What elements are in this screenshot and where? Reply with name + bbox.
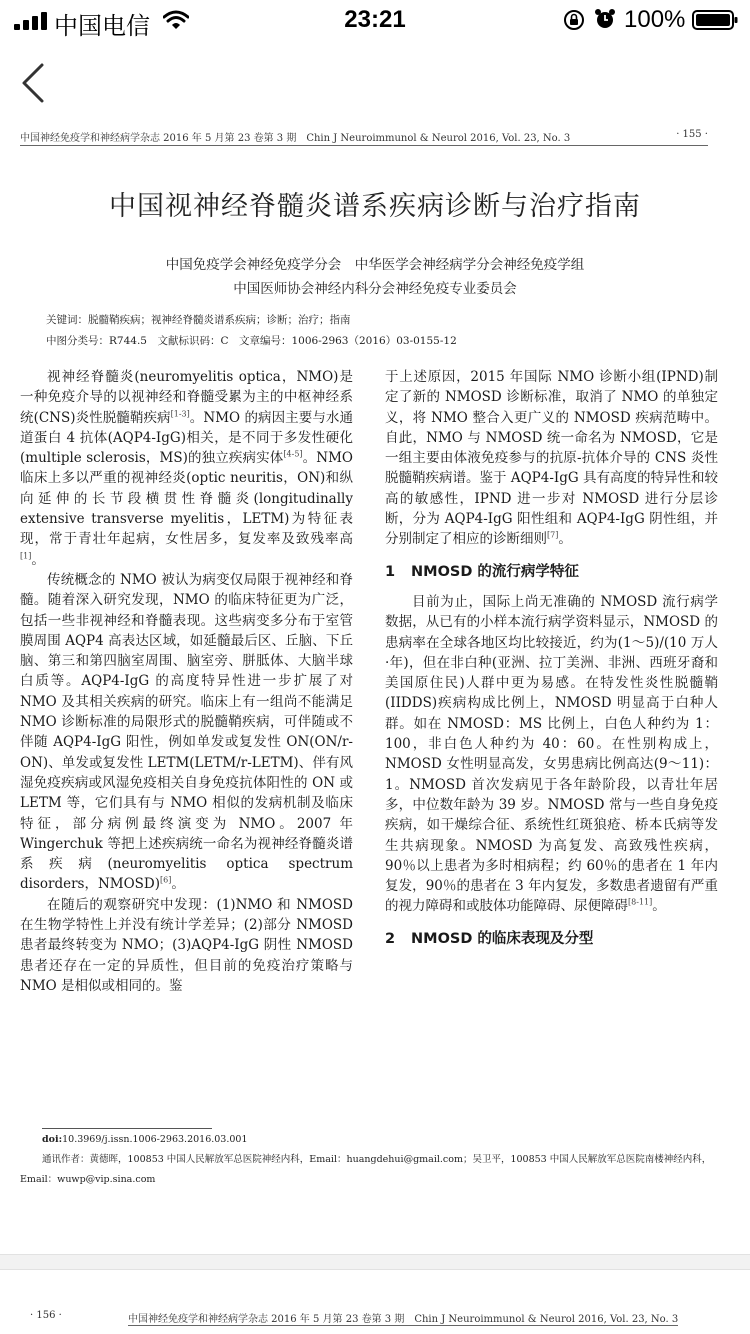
- paragraph: 于上述原因，2015 年国际 NMO 诊断小组(IPND)制定了新的 NMOSD 诊断标准，取消了 NMO 的单独定义，将 NMO 整合入更广义的 NMOSD 疾病范畴中。自此，NMO 与 NMOSD 统一命名为 NMOSD，它是一组主要由体液免疫参与的抗原-抗体介导的 CNS 炎性脱髓鞘疾病谱。鉴于 AQP4-IgG 具有高度的特异性和较高的敏感性，IPND 进一步对 NMOSD 进行分层诊断，分为 AQP4-IgG 阳性组和 AQP4-IgG 阴性组，并分别制定了相应的诊断细则[7]。: [385, 369, 718, 548]
- footnote-divider: [42, 1128, 212, 1129]
- keywords: 关键词：脱髓鞘疾病；视神经脊髓炎谱系疾病；诊断；治疗；指南: [46, 314, 351, 326]
- paragraph: 传统概念的 NMO 被认为病变仅局限于视神经和脊髓。随着深入研究发现，NMO 的临床特征更为广泛，包括一些非视神经和脊髓表现。这些病变多分布于室管膜周围 AQP4 高表达区域，如延髓最后区、丘脑、下丘脑、第三和第四脑室周围、脑室旁、胼胝体、大脑半球白质等。AQP4-IgG 的高度特异性进一步扩展了对 NMO 及其相关疾病的研究。临床上有一组尚不能满足 NMO 诊断标准的局限形式的脱髓鞘疾病，可伴随或不伴随 AQP4-IgG 阳性，例如单发或复发性 ON(ON/r-ON)、单发或复发性 LETM(LETM/r-LETM)、伴有风湿免疫疾病或风湿免疫相关自身免疫抗体阳性的 ON 或 LETM 等，它们具有与 NMO 相似的发病机制及临床特征，部分病例最终演变为 NMO。2007 年 Wingerchuk 等把上述疾病统一命名为视神经脊髓炎谱系疾病(neuromyelitis optica spectrum disorders，NMOSD)[6]。: [20, 571, 353, 893]
- running-head-journal: 中国神经免疫学和神经病学杂志 2016 年 5 月第 23 卷第 3 期 Chin J Neuroimmunol & Neurol 2016, Vol. 23, No. 3: [20, 133, 571, 144]
- battery-icon: [692, 10, 738, 30]
- left-column: [20, 367, 353, 996]
- doi: doi:10.3969/j.issn.1006-2963.2016.03.001: [42, 1134, 248, 1145]
- status-bar: [0, 0, 750, 40]
- clock: 23:21: [344, 6, 406, 33]
- paragraph: 视神经脊髓炎(neuromyelitis optica，NMO)是一种免疫介导的以视神经和脊髓受累为主的中枢神经系统(CNS)炎性脱髓鞘疾病[1-3]。NMO 的病因主要与水通道蛋白 4 抗体(AQP4-IgG)相关，是不同于多发性硬化(multiple sclerosis，MS)的独立疾病实体[4-5]。NMO 临床上多以严重的视神经炎(optic neuritis，ON)和纵向延伸的长节段横贯性脊髓炎(longitudinally extensive transverse myelitis，LETM)为特征表现，常于青壮年起病，女性居多，复发率及致残率高[1]。: [20, 369, 353, 568]
- rotation-lock-icon: [563, 9, 585, 31]
- carrier-name: 中国电信: [54, 13, 150, 40]
- page-number: · 156 ·: [30, 1310, 62, 1321]
- section-heading-2: 2 NMOSD 的临床表现及分型: [385, 930, 594, 947]
- page-number: · 155 ·: [676, 129, 708, 140]
- classification-info: 中图分类号：R744.5 文献标识码：C 文章编号：1006-2963（2016）03-0155-12: [46, 335, 457, 347]
- battery-percent: 100%: [624, 6, 686, 33]
- authors-line-1: 中国免疫学会神经免疫学分会 中华医学会神经病学分会神经免疫学组: [165, 257, 585, 273]
- running-head: [20, 129, 708, 146]
- paper-title: 中国视神经脊髓炎谱系疾病诊断与治疗指南: [109, 191, 641, 222]
- chevron-left-icon: [24, 65, 42, 101]
- section-heading-1: 1 NMOSD 的流行病学特征: [385, 563, 579, 580]
- back-button[interactable]: [18, 62, 52, 104]
- authors-line-2: 中国医师协会神经内科分会神经免疫专业委员会: [233, 281, 517, 297]
- running-head-page-2: [30, 1310, 720, 1326]
- running-head-journal: 中国神经免疫学和神经病学杂志 2016 年 5 月第 23 卷第 3 期 Chin J Neuroimmunol & Neurol 2016, Vol. 23, No. 3: [128, 1310, 678, 1326]
- paragraph: 在随后的观察研究中发现：(1)NMO 和 NMOSD 在生物学特性上并没有统计学差异；(2)部分 NMOSD 患者最终转变为 NMO；(3)AQP4-IgG 阴性 NMOSD 患者还存在一定的异质性，但目前的免疫治疗策略与 NMO 是相似或相同的。鉴: [20, 896, 353, 994]
- corresponding-author: 通讯作者：黄德晖，100853 中国人民解放军总医院神经内科，Email：huangdehui@gmail.com；吴卫平，100853 中国人民解放军总医院南楼神经内科，Email：wuwp@vip.sina.com: [20, 1154, 712, 1185]
- paragraph: 目前为止，国际上尚无准确的 NMOSD 流行病学数据，从已有的小样本流行病学资料显示，NMOSD 的患病率在全球各地区均比较接近，约为(1～5)/(10 万人·年)，但在非白种(亚洲、拉丁美洲、非洲、西班牙裔和美国原住民)人群中更为易感。在特发性炎性脱髓鞘(IIDDS)疾病构成比例上，NMOSD 明显高于白种人群。如在 NMOSD：MS 比例上，白色人种约为 1：100，非白色人种约为 40：60。在性别构成上，NMOSD 女性明显高发，女男患病比例高达(9～11)：1。NMOSD 首次发病见于各年龄阶段，以青壮年居多，中位数年龄为 39 岁。NMOSD 常与一些自身免疫疾病，如干燥综合征、系统性红斑狼疮、桥本氏病等发生共病现象。NMOSD 为高复发、高致残性疾病，90％以上患者为多时相病程；约 60％的患者在 1 年内复发，90％的患者在 3 年内复发，多数患者遗留有严重的视力障碍和或肢体功能障碍、尿便障碍[8-11]。: [385, 593, 718, 915]
- right-column: [385, 367, 718, 959]
- alarm-icon: [594, 8, 616, 30]
- page-separator: [0, 1254, 750, 1270]
